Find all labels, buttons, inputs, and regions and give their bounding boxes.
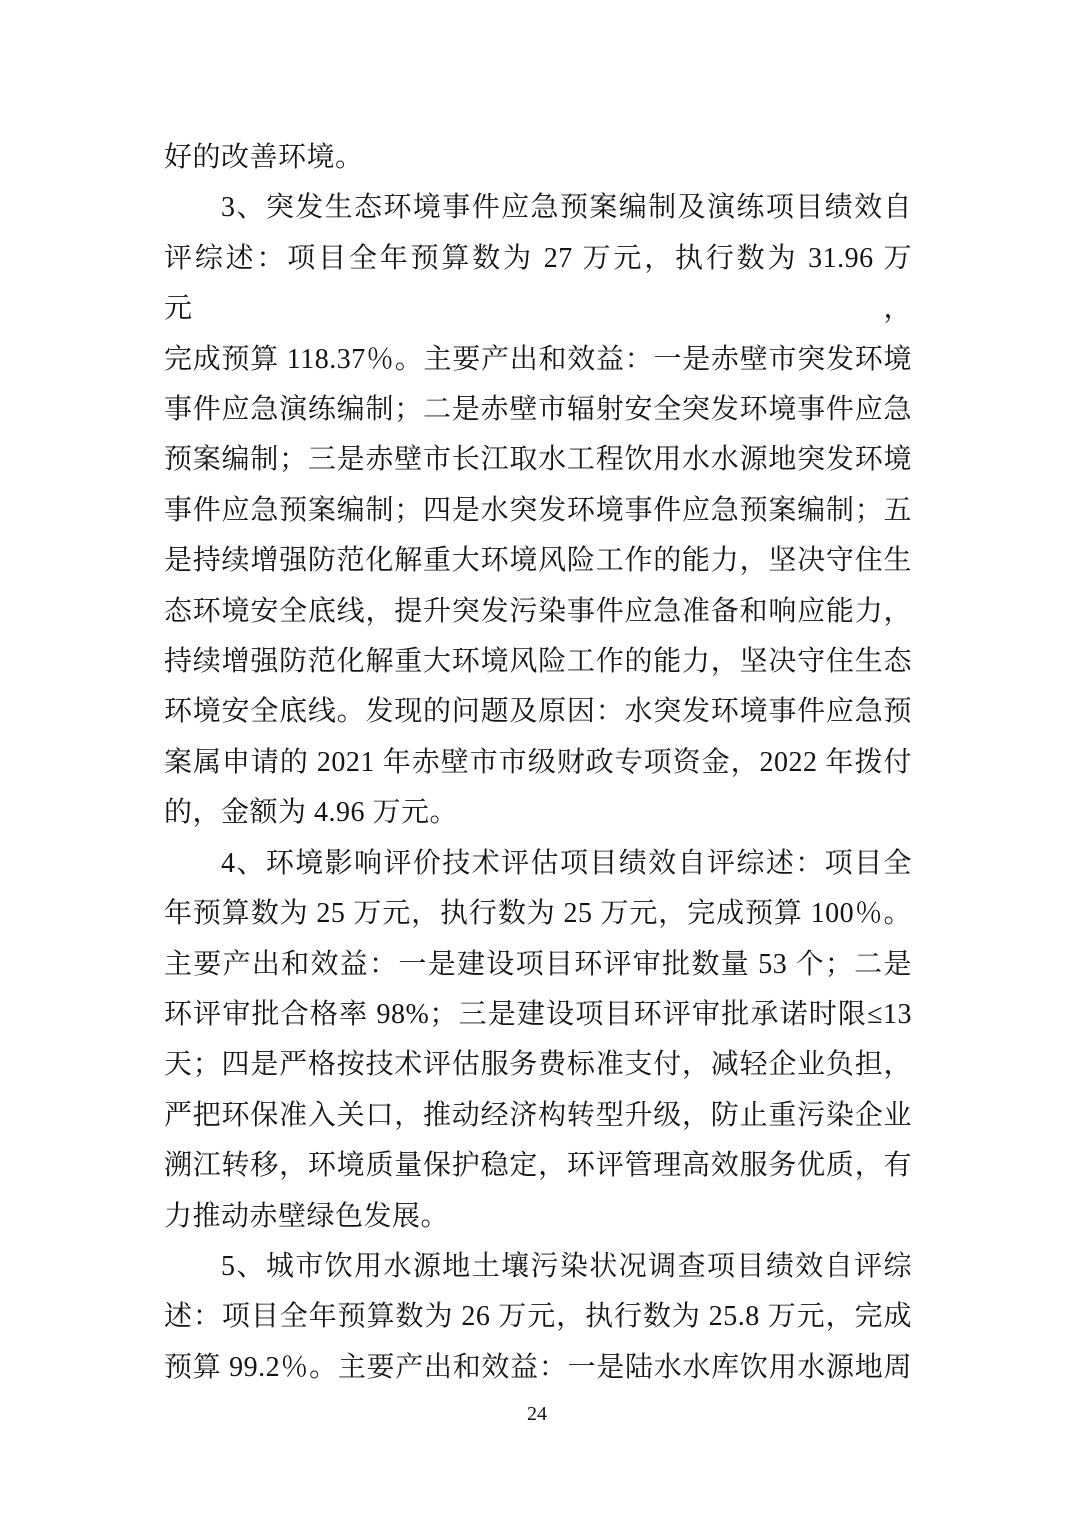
text-line: 持续增强防范化解重大环境风险工作的能力，坚决守住生态 (164, 646, 912, 678)
text-line: 3、突发生态环境事件应急预案编制及演练项目绩效自 (221, 192, 912, 224)
page-number: 24 (527, 1403, 547, 1425)
text-line: 是持续增强防范化解重大环境风险工作的能力，坚决守住生 (164, 545, 912, 577)
text-line: 事件应急预案编制；四是水突发环境事件应急预案编制；五 (164, 494, 912, 526)
text-line: 4、环境影响评价技术评估项目绩效自评综述：项目全 (221, 847, 912, 879)
text-line: 评综述：项目全年预算数为 27 万元，执行数为 31.96 万元， (164, 242, 912, 325)
text-line: 主要产出和效益：一是建设项目环评审批数量 53 个；二是 (164, 948, 912, 980)
text-line: 述：项目全年预算数为 26 万元，执行数为 25.8 万元，完成 (164, 1301, 912, 1333)
text-line: 好的改善环境。 (164, 142, 364, 173)
text-line: 案属申请的 2021 年赤壁市市级财政专项资金，2022 年拨付 (164, 746, 912, 778)
text-line: 环境安全底线。发现的问题及原因：水突发环境事件应急预 (164, 696, 912, 728)
text-line: 天；四是严格按技术评估服务费标准支付，减轻企业负担， (164, 1049, 912, 1081)
text-line: 溯江转移，环境质量保护稳定，环评管理高效服务优质，有 (164, 1150, 912, 1182)
text-line: 力推动赤壁绿色发展。 (164, 1200, 450, 1232)
text-line: 完成预算 118.37％。主要产出和效益：一是赤壁市突发环境 (164, 343, 912, 375)
text-line: 年预算数为 25 万元，执行数为 25 万元，完成预算 100％。 (164, 898, 912, 930)
text-line: 5、城市饮用水源地土壤污染状况调查项目绩效自评综 (221, 1250, 912, 1282)
text-line: 预案编制；三是赤壁市长江取水工程饮用水水源地突发环境 (164, 444, 912, 476)
text-line: 严把环保准入关口，推动经济构转型升级，防止重污染企业 (164, 1099, 912, 1131)
text-line: 的，金额为 4.96 万元。 (164, 797, 459, 829)
text-block (164, 133, 912, 1393)
text-line: 态环境安全底线，提升突发污染事件应急准备和响应能力， (164, 595, 912, 627)
text-line: 事件应急演练编制；二是赤壁市辐射安全突发环境事件应急 (164, 394, 912, 426)
text-line: 预算 99.2％。主要产出和效益：一是陆水水库饮用水源地周 (164, 1351, 912, 1383)
text-line: 环评审批合格率 98%；三是建设项目环评审批承诺时限≤13 (164, 998, 912, 1030)
